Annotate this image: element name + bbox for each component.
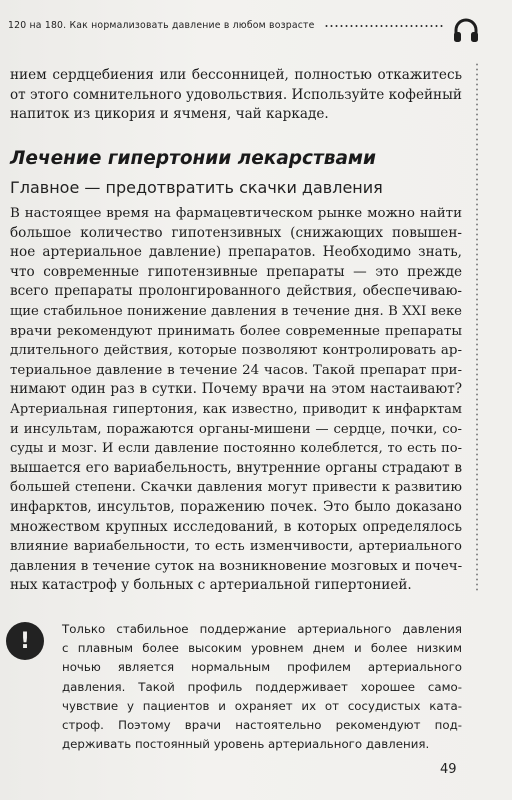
text-line: множеством крупных исследований, в которых определялось: [10, 518, 462, 535]
callout-line: строф. Поэтому врачи настоятельно рекомендуют под-: [62, 718, 462, 733]
text-line: суды и мозг. И если давление постоянно колеблется, то есть по-: [10, 441, 462, 457]
text-line: и инсультам, поражаются органы-мишени — сердце, почки, со-: [10, 421, 462, 437]
text-line: давления в течение суток на возникновение мозговых и почеч-: [10, 558, 463, 574]
subsection-title: Главное — предотвратить скачки давления: [10, 178, 383, 197]
text-line: длительного действия, которые позволяют контролировать ар-: [10, 343, 462, 359]
callout-line: с плавным более высоким уровнем днем и более низким: [62, 641, 462, 656]
text-line: нимают один раз в сутки. Почему врачи на этом настаивают?: [10, 381, 462, 398]
text-line: В настоящее время на фармацевтическом рынке можно найти: [10, 206, 462, 221]
text-line: вышается его вариабельность, внутренние органы страдают в: [10, 459, 462, 476]
intro-paragraph: [10, 66, 462, 125]
text-line: от этого сомнительного удовольствия. Используйте кофейный: [10, 86, 462, 103]
callout-line: Только стабильное поддержание артериального давления: [62, 622, 462, 636]
main-paragraph: [10, 204, 462, 596]
text-line: врачи рекомендуют принимать более современные препараты: [10, 323, 462, 339]
exclamation-icon: [6, 622, 44, 660]
exclamation-glyph: !: [19, 628, 31, 654]
callout-line: давления. Такой профиль поддерживает хорошее само-: [62, 679, 462, 694]
text-line: влияние вариабельности, то есть изменчивости, артериального: [10, 539, 462, 555]
text-line: что современные гипотензивные препараты — это прежде: [10, 263, 462, 280]
callout-line: ночью является нормальным профилем артериального: [62, 660, 462, 675]
page-number: 49: [440, 762, 457, 777]
text-line: нием сердцебиения или бессонницей, полностью откажитесь: [10, 67, 462, 83]
text-line: щие стабильное понижение давления в течение дня. В XXI веке: [10, 303, 462, 319]
text-line: инфарктов, инсультов, поражению почек. Это было доказано: [10, 498, 462, 515]
headphones-icon: [452, 18, 480, 44]
text-line: ное артериальное давление) препаратов. Необходимо знать,: [10, 244, 462, 261]
callout-box: [62, 620, 462, 754]
callout-line: держивать постоянный уровень артериального давления.: [62, 737, 430, 752]
text-line: териальное давление в течение 24 часов. Такой препарат при-: [10, 362, 462, 378]
text-line: большое количество гипотензивных (снижающих повышен-: [10, 224, 462, 241]
text-line: всего препараты пролонгированного действия, обеспечиваю-: [10, 283, 462, 300]
text-line: ных катастроф у больных с артериальной гипертонией.: [10, 577, 412, 594]
text-line: Артериальная гипертония, как известно, приводит к инфарктам: [10, 401, 462, 417]
margin-dotted-rule: [476, 62, 478, 592]
callout-line: чувствие у пациентов и охраняет их от сосудистых ката-: [62, 698, 462, 713]
section-title: Лечение гипертонии лекарствами: [10, 148, 377, 169]
running-head-dots: [324, 25, 444, 27]
running-head-text: 120 на 180. Как нормализовать давление в любом возрасте: [8, 20, 315, 31]
running-head: [8, 20, 448, 31]
text-line: напиток из цикория и ячменя, чай каркаде.: [10, 106, 329, 123]
text-line: большей степени. Скачки давления могут привести к развитию: [10, 480, 462, 496]
